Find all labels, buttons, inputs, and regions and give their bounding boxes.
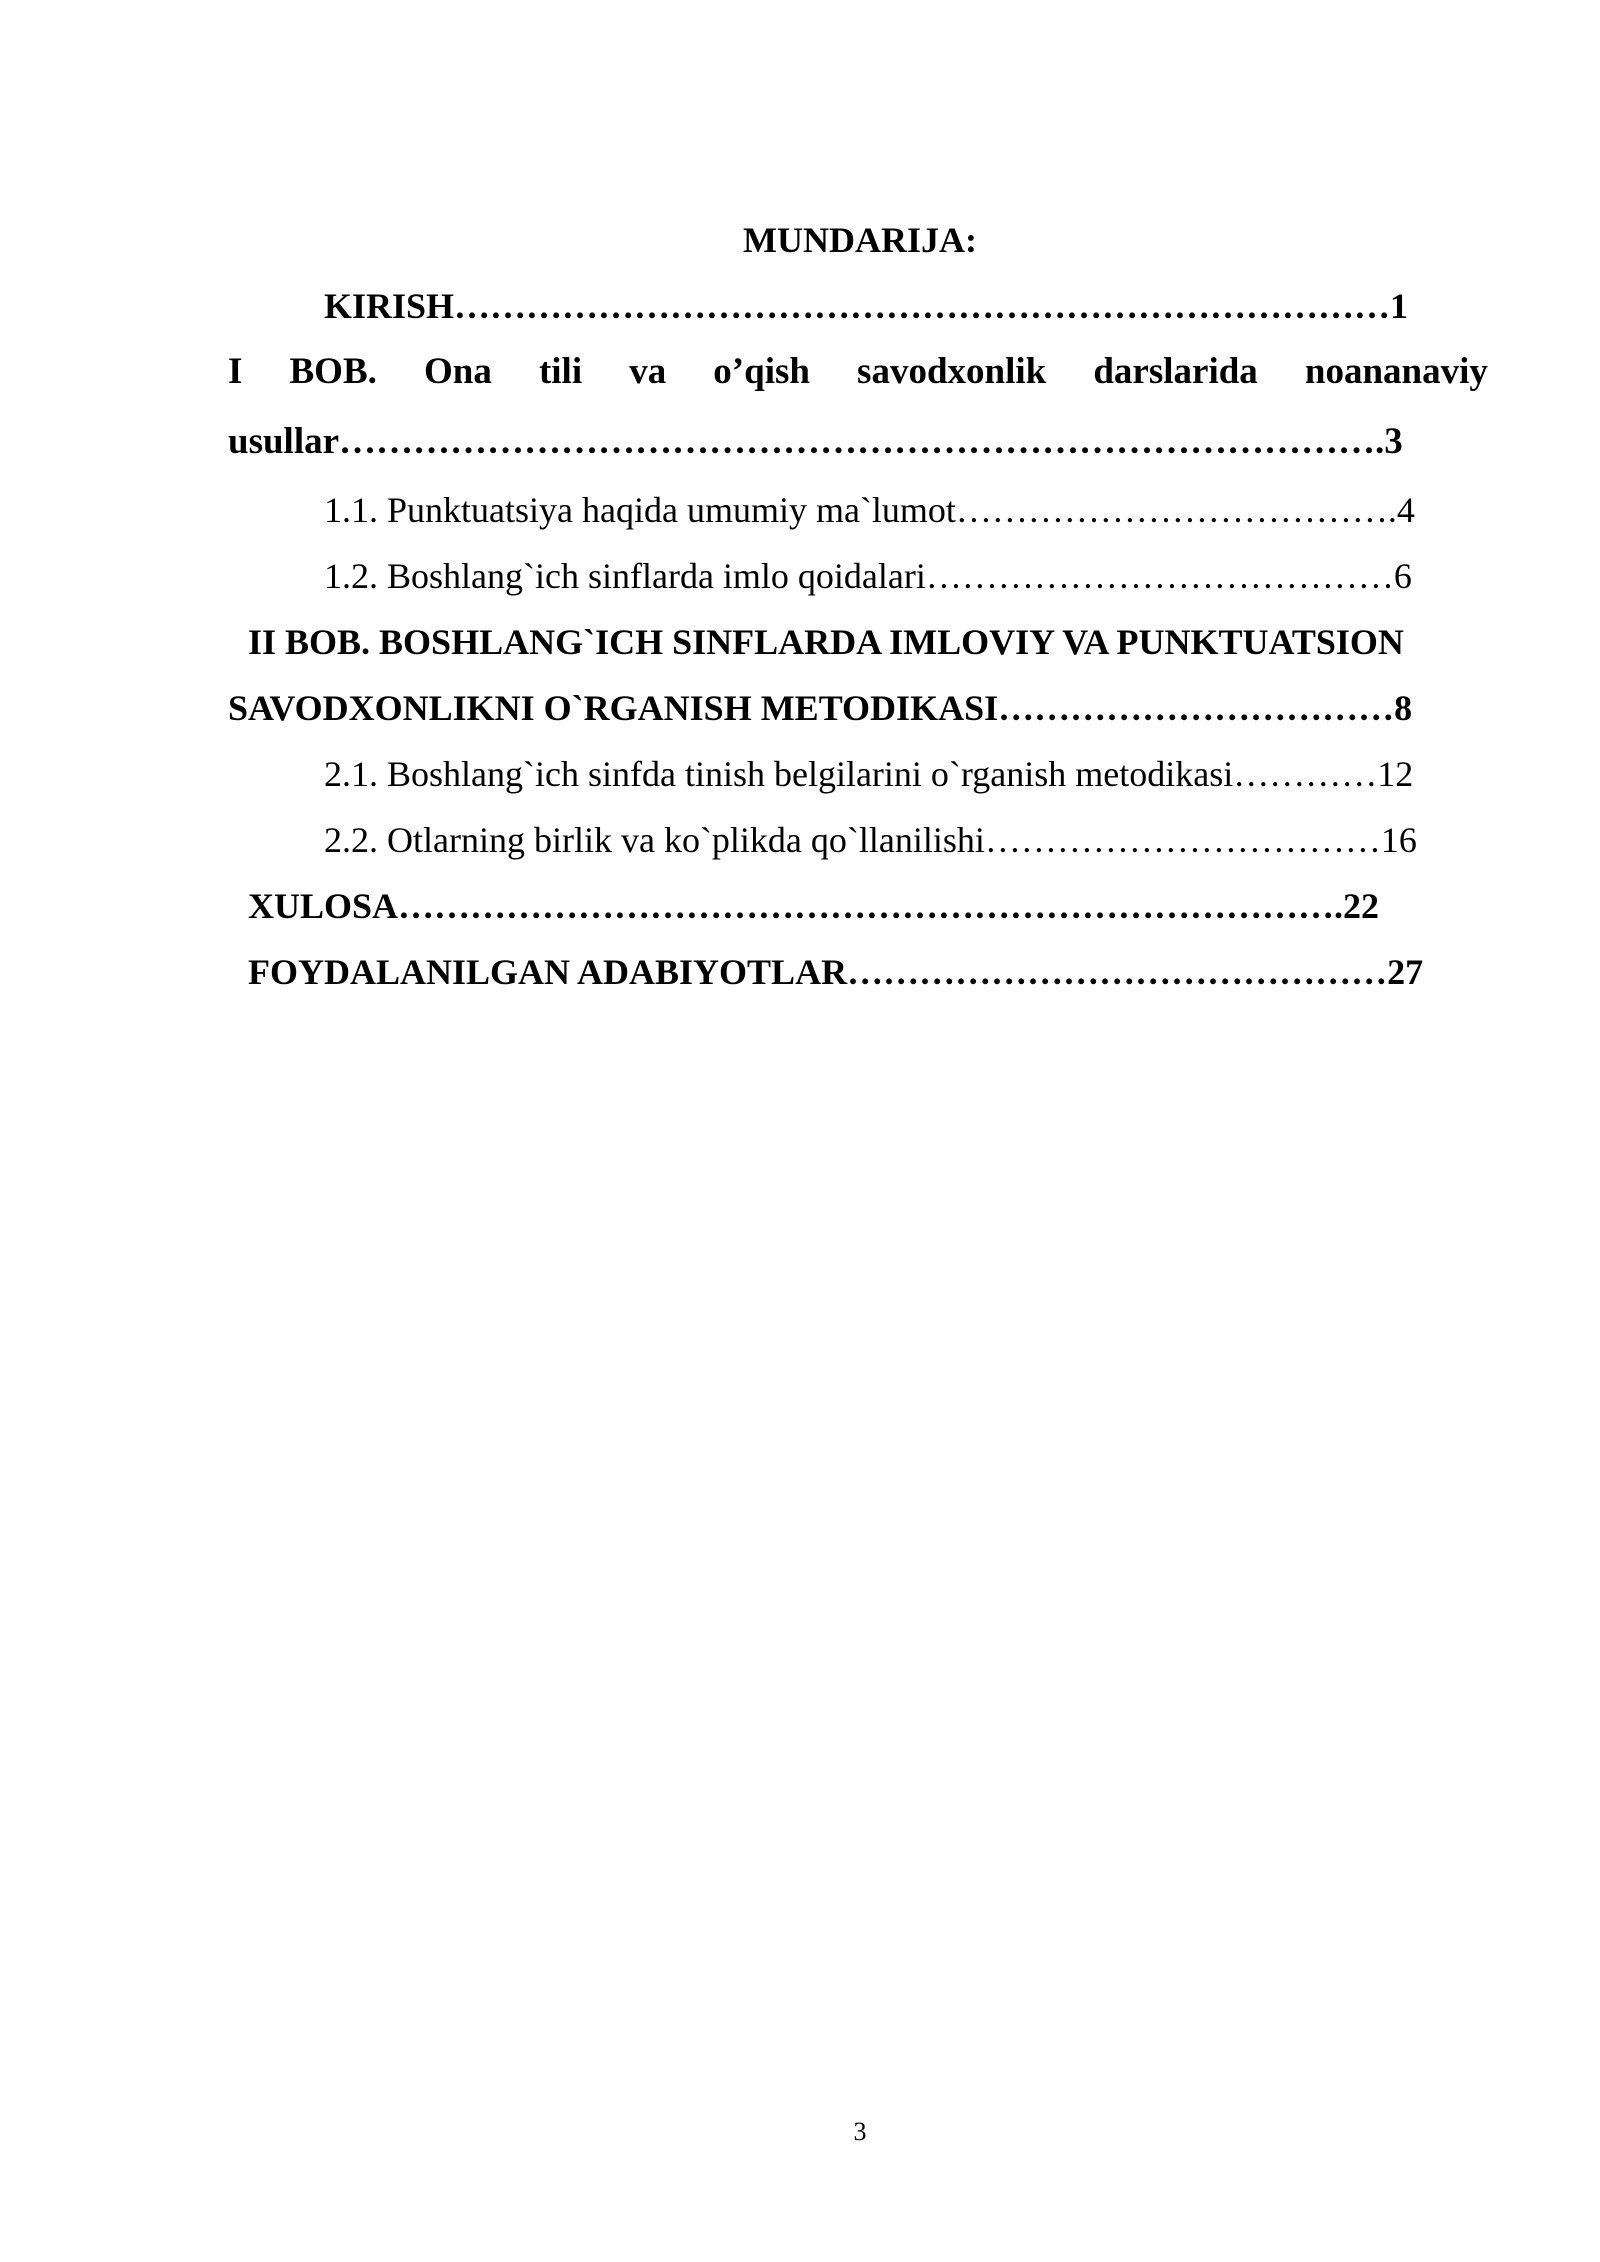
toc-word: noananaviy (1304, 351, 1488, 392)
toc-entry-bob2-line1[interactable]: II BOB. BOSHLANG`ICH SINFLARDA IMLOVIY VA PUNKTUATSION (248, 622, 1404, 662)
toc-entry-bob2-line2[interactable]: SAVODXONLIKNI O`RGANISH METODIKASI……………………………8 (228, 688, 1413, 728)
page-number: 3 (853, 2117, 867, 2146)
toc-word: Ona (423, 351, 492, 392)
toc-word: BOB. (289, 351, 377, 392)
toc-entry-kirish[interactable]: KIRISH……………………………………………………………………1 (324, 286, 1409, 326)
toc-word: I (228, 351, 243, 392)
toc-entry-2-1[interactable]: 2.1. Boshlang`ich sinfda tinish belgilarini o`rganish metodikasi…………12 (324, 754, 1414, 794)
toc-word: va (629, 351, 667, 392)
toc-entry-bob1-line1[interactable] (228, 350, 1488, 394)
toc-entry-adabiyotlar[interactable]: FOYDALANILGAN ADABIYOTLAR………………………………………27 (248, 952, 1424, 992)
toc-word: savodxonlik (857, 351, 1047, 392)
toc-word: tili (538, 351, 583, 392)
toc-word: darslarida (1093, 351, 1258, 392)
toc-entry-1-1[interactable]: 1.1. Punktuatsiya haqida umumiy ma`lumot……………………………….4 (324, 490, 1415, 530)
toc-entry-2-2[interactable]: 2.2. Otlarning birlik va ko`plikda qo`llanilishi……………………………16 (324, 820, 1417, 860)
toc-entry-bob1-line2[interactable]: usullar………………………………………………………………………….3 (228, 421, 1403, 462)
toc-word: o’qish (713, 351, 810, 392)
toc-entry-xulosa[interactable]: XULOSA…………………………………………………………………….22 (248, 886, 1380, 926)
toc-entry-1-2[interactable]: 1.2. Boshlang`ich sinflarda imlo qoidalari…………………………………6 (324, 556, 1412, 596)
toc-title: MUNDARIJA: (743, 220, 977, 260)
